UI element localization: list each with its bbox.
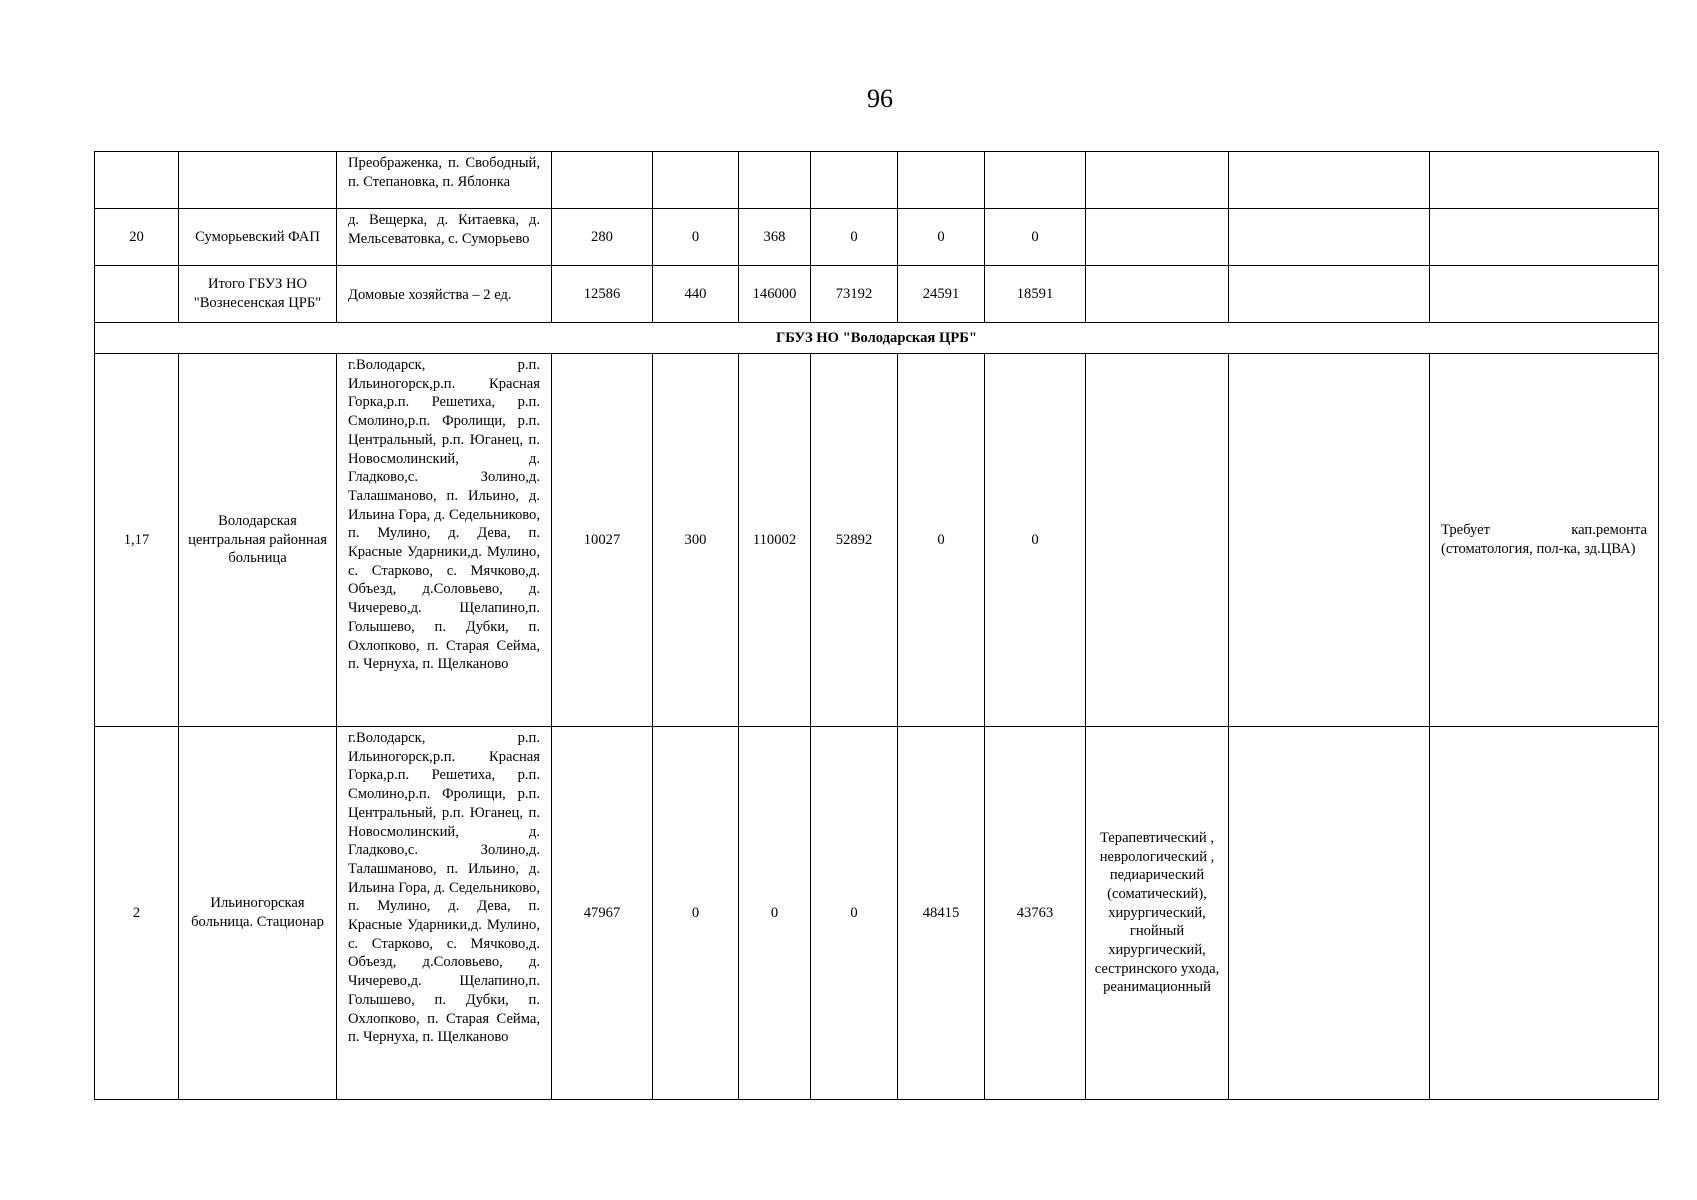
cell-extra	[1229, 266, 1430, 323]
cell-profiles	[1086, 209, 1229, 266]
cell-name: Итого ГБУЗ НО "Вознесенская ЦРБ"	[179, 266, 337, 323]
cell-c5: 0	[898, 354, 985, 727]
cell-num: 2	[95, 727, 179, 1100]
cell-note	[1430, 152, 1659, 209]
cell-c3: 146000	[739, 266, 811, 323]
table-row	[95, 727, 1659, 1100]
cell-profiles: Терапевтический , неврологический , педиарический (соматический), хирургический, гнойный хирургический, сестринского ухода, реанимационный	[1086, 727, 1229, 1100]
cell-c1: 12586	[552, 266, 653, 323]
cell-address: Домовые хозяйства – 2 ед.	[337, 266, 552, 323]
cell-profiles	[1086, 354, 1229, 727]
cell-address: г.Володарск, р.п. Ильиногорск,р.п. Красная Горка,р.п. Решетиха, р.п. Смолино,р.п. Фролищи, р.п. Центральный, р.п. Юганец, п. Новосмолинский, д. Гладково,с. Золино,д. Талашманово, п. Ильино, д. Ильина Гора, д. Седельниково, п. Мулино, д. Дева, п. Красные Ударники,д. Мулино, с. Старково, с. Мячково,д. Объезд, д.Соловьево, д. Чичерево,д. Щелапино,п. Голышево, п. Дубки, п. Охлопково, п. Старая Сейма, п. Чернуха, п. Щелканово	[337, 727, 552, 1100]
cell-c3: 110002	[739, 354, 811, 727]
cell-c5: 24591	[898, 266, 985, 323]
cell-extra	[1229, 209, 1430, 266]
cell-c5: 0	[898, 209, 985, 266]
cell-c3: 0	[739, 727, 811, 1100]
cell-c4: 0	[811, 727, 898, 1100]
cell-note	[1430, 266, 1659, 323]
cell-c1	[552, 152, 653, 209]
cell-note	[1430, 209, 1659, 266]
cell-address: г.Володарск, р.п. Ильиногорск,р.п. Красная Горка,р.п. Решетиха, р.п. Смолино,р.п. Фролищи, р.п. Центральный, р.п. Юганец, п. Новосмолинский, д. Гладково,с. Золино,д. Талашманово, п. Ильино, д. Ильина Гора, д. Седельниково, п. Мулино, д. Дева, п. Красные Ударники,д. Мулино, с. Старково, с. Мячково,д. Объезд, д.Соловьево, д. Чичерево,д. Щелапино,п. Голышево, п. Дубки, п. Охлопково, п. Старая Сейма, п. Чернуха, п. Щелканово	[337, 354, 552, 727]
cell-note: Требует кап.ремонта (стоматология, пол-ка, зд.ЦВА)	[1430, 354, 1659, 727]
cell-c1: 280	[552, 209, 653, 266]
cell-c1: 47967	[552, 727, 653, 1100]
table-row	[95, 354, 1659, 727]
cell-c6: 43763	[985, 727, 1086, 1100]
cell-name: Володарская центральная районная больница	[179, 354, 337, 727]
cell-c1: 10027	[552, 354, 653, 727]
cell-c2: 300	[653, 354, 739, 727]
cell-c3: 368	[739, 209, 811, 266]
cell-c6: 0	[985, 354, 1086, 727]
cell-c4: 52892	[811, 354, 898, 727]
cell-c6: 18591	[985, 266, 1086, 323]
cell-num: 1,17	[95, 354, 179, 727]
facilities-table	[94, 151, 1659, 1100]
table-row	[95, 266, 1659, 323]
cell-name: Ильиногорская больница. Стационар	[179, 727, 337, 1100]
cell-c2	[653, 152, 739, 209]
cell-c4	[811, 152, 898, 209]
cell-address: д. Вещерка, д. Китаевка, д. Мельсеватовка, с. Суморьево	[337, 209, 552, 266]
cell-c5: 48415	[898, 727, 985, 1100]
cell-c2: 0	[653, 209, 739, 266]
table-row	[95, 209, 1659, 266]
section-title: ГБУЗ НО "Володарская ЦРБ"	[95, 323, 1659, 354]
cell-c5	[898, 152, 985, 209]
cell-c6: 0	[985, 209, 1086, 266]
cell-c3	[739, 152, 811, 209]
cell-profiles	[1086, 152, 1229, 209]
section-header-row	[95, 323, 1659, 354]
cell-num	[95, 152, 179, 209]
cell-num	[95, 266, 179, 323]
cell-extra	[1229, 727, 1430, 1100]
cell-c4: 73192	[811, 266, 898, 323]
cell-profiles	[1086, 266, 1229, 323]
cell-c6	[985, 152, 1086, 209]
cell-name: Суморьевский ФАП	[179, 209, 337, 266]
page-number: 96	[867, 84, 893, 113]
cell-address: Преображенка, п. Свободный, п. Степановка, п. Яблонка	[337, 152, 552, 209]
table-row	[95, 152, 1659, 209]
cell-c2: 0	[653, 727, 739, 1100]
cell-name	[179, 152, 337, 209]
cell-c4: 0	[811, 209, 898, 266]
cell-note	[1430, 727, 1659, 1100]
cell-num: 20	[95, 209, 179, 266]
cell-c2: 440	[653, 266, 739, 323]
cell-extra	[1229, 354, 1430, 727]
cell-extra	[1229, 152, 1430, 209]
